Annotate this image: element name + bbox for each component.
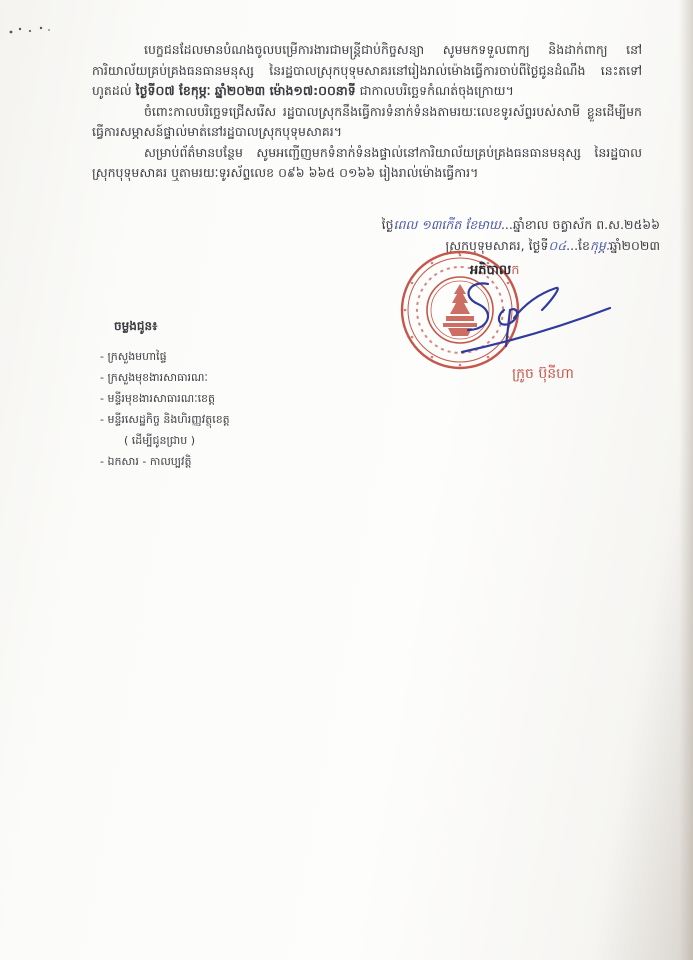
lunar-date-handwritten: ពេល ១៣កើត ខែមាឃ <box>393 217 501 232</box>
recipients-list <box>100 346 230 472</box>
paragraph-line: ខ្លួនដើម្បីមកធ្វើការសម្ភាសន៍ផ្ទាល់មាត់នៅរដ្ឋបាលស្រុកបុទុមសាគរ។ <box>92 103 642 139</box>
punch-marks <box>8 26 52 36</box>
paragraph-line: នៃរដ្ឋបាលស្រុកបុទុមសាគរ ឬតាមរយៈទូរស័ព្ទលេខ ០៩៦ ៦៦៥ ០១៦៦ រៀងរាល់ម៉ោងធ្វើការ។ <box>92 144 642 180</box>
recipient-item: - ក្រសួងមហាផ្ទៃ <box>100 350 167 363</box>
paragraph-application <box>92 40 642 102</box>
deadline-prefix: នេះតទៅ ហូតដល់ <box>92 62 642 98</box>
paragraph-line: ចំពោះកាលបរិច្ឆេទជ្រើសរើស រដ្ឋបាលស្រុកនឹងធ្វើការទំនាក់ទំនងតាមរយៈលេខទូរស័ព្ទរបស់សាមី <box>144 103 581 119</box>
lunar-date <box>300 214 660 235</box>
deadline-text: ថ្ងៃទី០៧ ខែកុម្ភៈ ឆ្នាំ២០២៣ ម៉ោង១៧:០០នាទី <box>135 83 356 98</box>
recipient-item: - មន្ទីរមុខងារសាធារណៈខេត្ត <box>100 392 216 405</box>
recipients-title: ចម្លងជូន៖ <box>114 319 158 333</box>
solar-date-month: កុម្ភៈ <box>589 238 610 253</box>
lunar-date-prefix: ថ្ងៃ <box>381 217 394 232</box>
recipient-item: - មន្ទីរសេដ្ឋកិច្ច និងហិរញ្ញវត្ថុខេត្ត <box>100 413 230 426</box>
solar-date-suffix: ឆ្នាំ២០២៣ <box>609 238 660 253</box>
paragraph-line: នៅការិយាល័យគ្រប់គ្រងធនធានមនុស្ស នៃរដ្ឋបាលស្រុកបុទុមសាគរនៅរៀងរាល់ម៉ោងធ្វើការចាប់ពីថ្ងៃជូនដំណឹង <box>92 42 642 78</box>
handwritten-signature <box>448 270 618 360</box>
solar-date-middle: ...ខែ <box>566 238 590 253</box>
solar-date-prefix: ស្រុកបុទុមសាគរ, ថ្ងៃទី <box>445 238 549 253</box>
signer-title-mark: ក <box>511 263 520 278</box>
notice-body <box>92 40 642 184</box>
paragraph-contact <box>92 143 642 184</box>
signer-title-text: អភិបាល <box>470 263 512 278</box>
recipient-item: - ឯកសារ - កាលប្បវត្តិ <box>100 455 192 468</box>
paragraph-line: សម្រាប់ព័ត៌មានបន្ថែម សូមអញ្ជើញមកទំនាក់ទំនងផ្ទាល់នៅការិយាល័យគ្រប់គ្រងធនធានមនុស្ស <box>144 144 581 160</box>
signer-name: ក្រូច ប៊ុនីហា <box>512 366 574 382</box>
paragraph-line: បេក្ខជនដែលមានបំណងចូលបម្រើការងារជាមន្ត្រីជាប់កិច្ចសន្យា សូមមកទទួលពាក្យ និងដាក់ពាក្យ <box>144 42 608 57</box>
recipient-item: - ក្រសួងមុខងារសាធារណៈ <box>100 371 208 384</box>
copy-recipients <box>100 318 230 472</box>
paragraph-selection <box>92 102 642 143</box>
recipient-note: ( ដើម្បីជូនជ្រាប ) <box>124 434 196 447</box>
deadline-suffix: ជាកាលបរិច្ឆេទកំណត់ចុងក្រោយ។ <box>355 83 514 98</box>
paper-edge-shadow <box>679 0 693 960</box>
lunar-date-suffix: ...ឆ្នាំខាល ចត្វាស័ក ព.ស.២៥៦៦ <box>500 217 660 232</box>
solar-date-day: ០៤ <box>548 238 567 253</box>
